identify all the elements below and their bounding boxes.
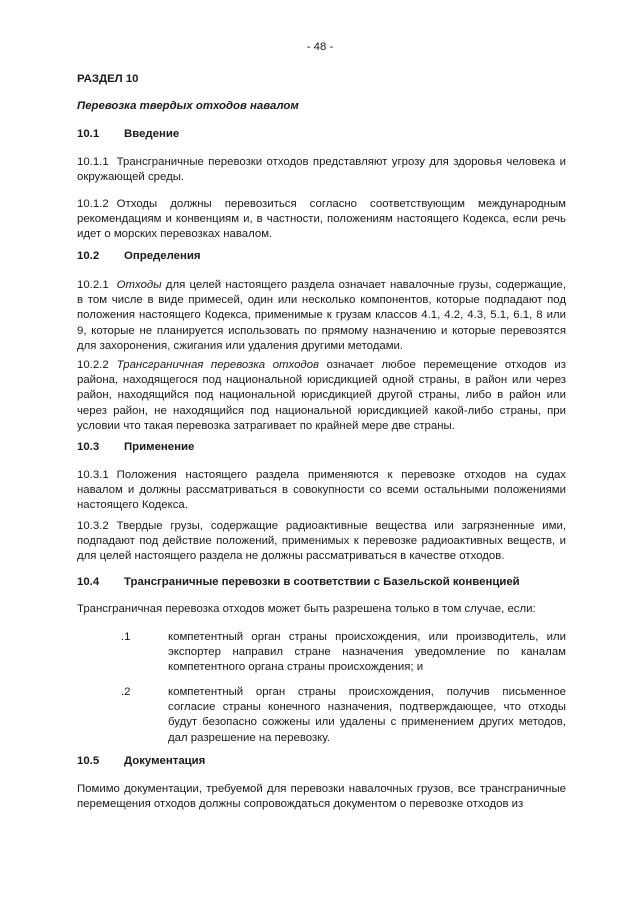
heading-title: Определения — [124, 250, 201, 262]
paragraph-number: 10.3.2 — [77, 520, 109, 532]
heading-title: Трансграничные перевозки в соответствии с Базельской конвенцией — [124, 576, 520, 588]
paragraph-10-4-intro: Трансграничная перевозка отходов может быть разрешена только в том случае, если: — [77, 603, 536, 615]
heading-10-3 — [77, 440, 567, 455]
paragraph-10-5: Помимо документации, требуемой для перевозки навалочных грузов, все трансграничные перемещения отходов должны сопровождаться документом о перевозке отходов из — [77, 783, 566, 811]
paragraph-number: 10.1.1 — [77, 156, 109, 168]
paragraph-text: для целей настоящего раздела означает навалочные грузы, содержащие, в том числе в виде примесей, один или несколько компонентов, которые подпадают под положения настоящего Кодекса, применимые к грузам классов 4.1, 4.2, 4.3, 5.1, 6.1, 8 или 9, которые не планируется использовать по прямому назначению и которые перевозятся для захоронения, сжигания или удаления другими методами. — [77, 279, 566, 352]
paragraph-text: Трансграничные перевозки отходов представляют угрозу для здоровья человека и окружающей среды. — [77, 156, 566, 184]
paragraph-10-3-2 — [77, 519, 566, 565]
paragraph-10-3-1 — [77, 468, 566, 514]
heading-title: Введение — [124, 128, 180, 140]
list-marker: .2 — [121, 686, 131, 698]
heading-number: 10.1 — [77, 128, 100, 140]
list-item — [77, 630, 566, 676]
paragraph-10-2-1 — [77, 278, 566, 354]
defined-term: Отходы — [116, 279, 162, 291]
paragraph-text: означает любое перемещение отходов из района, находящегося под национальной юрисдикцией одной страны, в район или через район, находящийся под национальной юрисдикцией другой страны, либо в район или через район, не находящийся под национальной юрисдикцией какой-либо страны, при условии что такая перевозка затрагивает по крайней мере две страны. — [77, 359, 566, 432]
page-number: - 48 - — [306, 41, 334, 53]
section-title: Перевозка твердых отходов навалом — [77, 100, 299, 112]
list-item-text: компетентный орган страны происхождения, или производитель, или экспортер направил стране назначения уведомление по каналам компетентного органа страны происхождения; и — [168, 631, 566, 674]
paragraph-10-1-2 — [77, 197, 566, 243]
list-item — [77, 685, 566, 746]
heading-number: 10.3 — [77, 441, 100, 453]
paragraph-number: 10.1.2 — [77, 198, 109, 210]
paragraph-10-1-1 — [77, 155, 566, 185]
heading-10-1 — [77, 127, 567, 142]
paragraph-text: Положения настоящего раздела применяются к перевозке отходов на судах навалом и должны рассматриваться в совокупности со всеми остальными положениями настоящего Кодекса. — [77, 469, 566, 512]
list-item-text: компетентный орган страны происхождения, получив письменное согласие страны конечного назначения, подтверждающее, что отходы будут безопасно сожжены или удалены с применением других методов, дал разрешение на перевозку. — [168, 686, 566, 744]
heading-title: Документация — [124, 755, 206, 767]
heading-number: 10.5 — [77, 755, 100, 767]
section-label: РАЗДЕЛ 10 — [77, 73, 139, 85]
defined-term: Трансграничная перевозка отходов — [116, 359, 319, 371]
heading-number: 10.2 — [77, 250, 100, 262]
heading-10-4 — [77, 575, 567, 590]
heading-10-5 — [77, 754, 567, 769]
paragraph-text: Отходы должны перевозиться согласно соответствующим международным рекомендациям и конвенциям и, в частности, положениям настоящего Кодекса, если речь идет о морских перевозках навалом. — [77, 198, 566, 241]
paragraph-10-2-2 — [77, 358, 566, 434]
heading-10-2 — [77, 249, 567, 264]
paragraph-number: 10.2.1 — [77, 279, 109, 291]
heading-title: Применение — [124, 441, 195, 453]
heading-number: 10.4 — [77, 576, 100, 588]
paragraph-number: 10.3.1 — [77, 469, 109, 481]
list-marker: .1 — [121, 631, 131, 643]
paragraph-text: Твердые грузы, содержащие радиоактивные вещества или загрязненные ими, подпадают под действие положений, применимых к перевозке радиоактивных веществ, и для целей настоящего раздела не должны рассматриваться в качестве отходов. — [77, 520, 566, 563]
paragraph-number: 10.2.2 — [77, 359, 109, 371]
